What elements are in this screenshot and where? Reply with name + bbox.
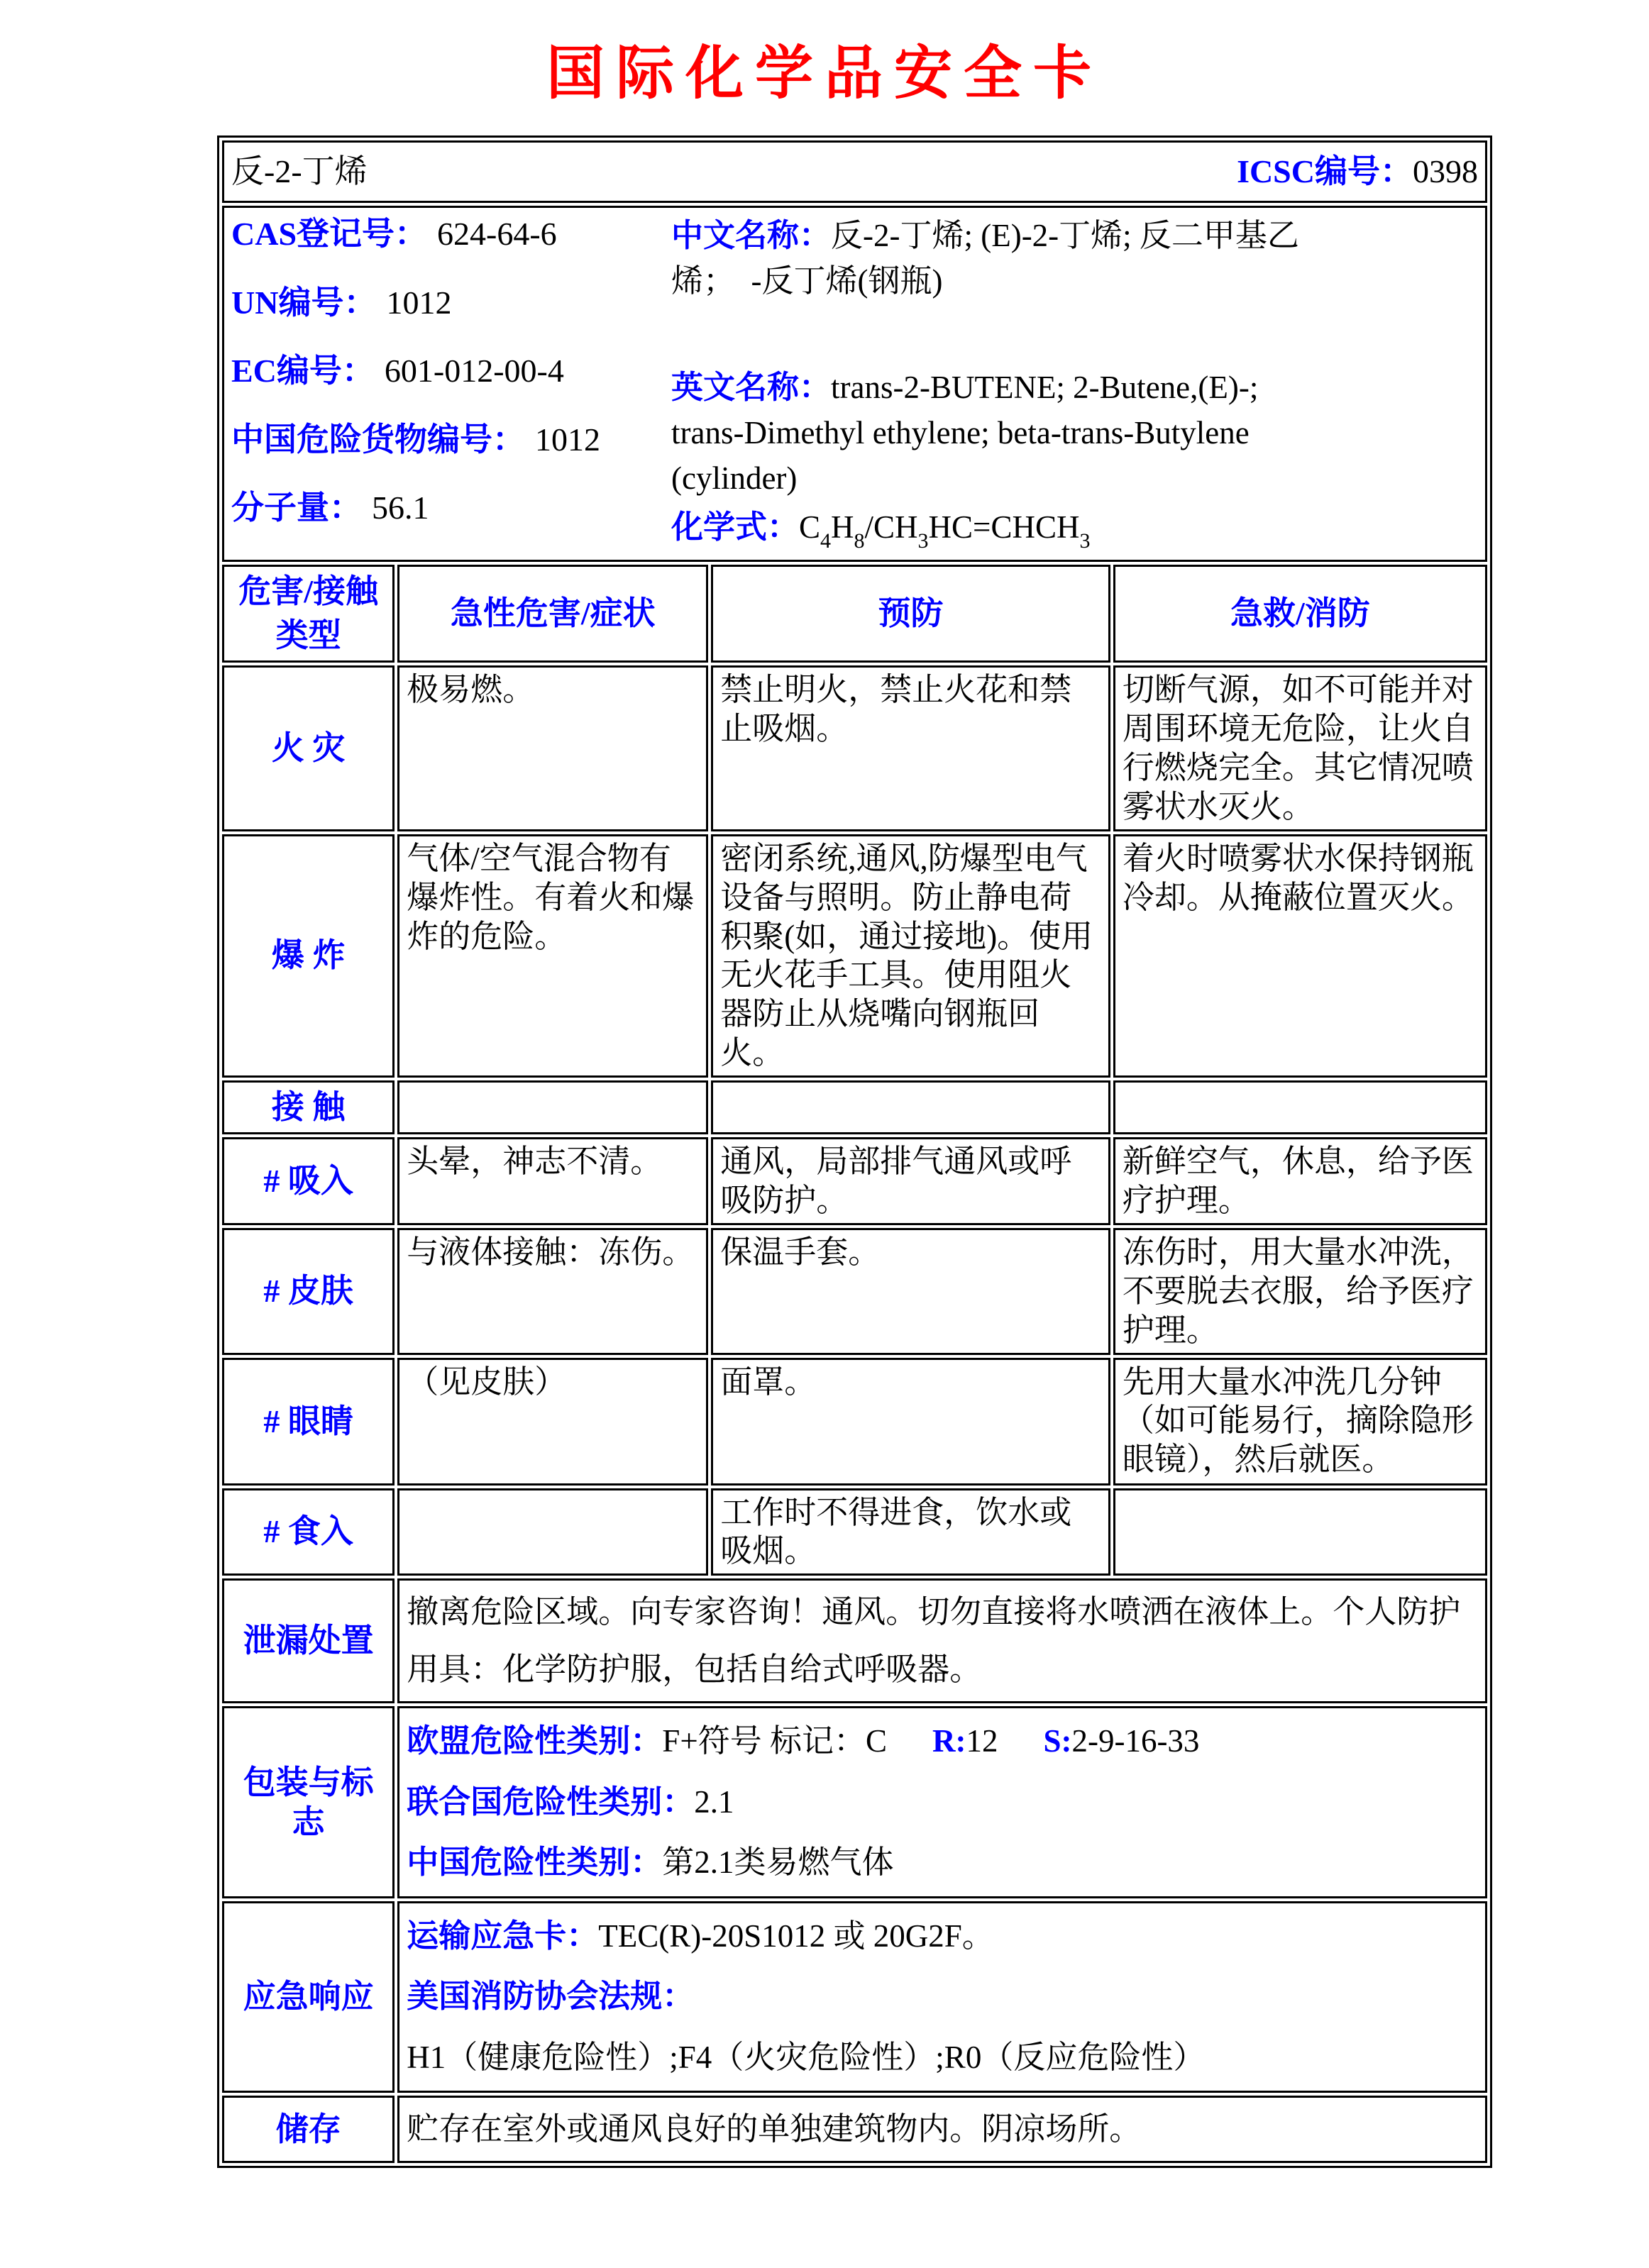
section-label-emergency: 应急响应: [222, 1901, 395, 2093]
chinese-name: [671, 214, 1478, 304]
english-name-line2: trans-Dimethyl ethylene; beta-trans-Butylene: [671, 414, 1250, 450]
un-hazard-class-line: [407, 1772, 1478, 1833]
safety-card-table: [217, 135, 1492, 2168]
icsc-number-value: 0398: [1413, 153, 1478, 189]
english-name-line1: trans-2-BUTENE; 2-Butene,(E)-;: [831, 369, 1259, 405]
un-hazard-class-value: 2.1: [694, 1783, 734, 1820]
hazard-row-fire: [222, 665, 1487, 831]
ingestion-symptoms: [397, 1488, 708, 1576]
col-header-prevention: 预防: [711, 565, 1110, 663]
row-label-skin: # 皮肤: [222, 1228, 395, 1355]
row-label-ingestion: # 食入: [222, 1488, 395, 1576]
china-dg-number-value: 1012: [535, 421, 600, 458]
un-number-value: 1012: [386, 284, 452, 321]
names-block: [671, 211, 1478, 557]
spillage-text: 撤离危险区域。向专家咨询！通风。切勿直接将水喷洒在液体上。个人防护用具：化学防护服，包括自给式呼吸器。: [397, 1578, 1487, 1703]
hazard-row-eyes: [222, 1358, 1487, 1486]
identity-row: [222, 206, 1487, 562]
section-emergency-row: [222, 1901, 1487, 2093]
r-phrases-label: R:: [932, 1723, 966, 1759]
cas-number-value: 624-64-6: [437, 216, 557, 252]
english-name: [671, 365, 1478, 502]
identity-cell: [222, 206, 1487, 562]
molecular-weight-line: [231, 487, 671, 529]
section-label-packaging: 包装与标志: [222, 1706, 395, 1898]
page-title: 国际化学品安全卡: [546, 41, 1103, 106]
eu-hazard-class-value: F+符号 标记：C: [662, 1723, 887, 1759]
chinese-name-line2: 烯； -反丁烯(钢瓶): [671, 262, 943, 299]
china-dg-number-label: 中国危险货物编号：: [231, 421, 525, 458]
eyes-prevention: 面罩。: [711, 1358, 1110, 1486]
registry-list: [231, 211, 671, 557]
section-spillage-row: [222, 1578, 1487, 1703]
china-hazard-class-line: [407, 1832, 1478, 1893]
s-phrases-value: 2-9-16-33: [1071, 1723, 1200, 1759]
row-label-contact: 接 触: [222, 1080, 395, 1134]
skin-prevention: 保温手套。: [711, 1228, 1110, 1355]
cas-number-label: CAS登记号：: [231, 216, 428, 252]
china-hazard-class-label: 中国危险性类别：: [407, 1844, 663, 1881]
chinese-name-label: 中文名称：: [671, 218, 832, 253]
un-hazard-class-label: 联合国危险性类别：: [407, 1783, 695, 1820]
storage-text: 贮存在室外或通风良好的单独建筑物内。阴凉场所。: [397, 2096, 1487, 2163]
ec-number-value: 601-012-00-4: [384, 353, 564, 389]
nfpa-code-line: [407, 1966, 1478, 2088]
cas-number-line: [231, 214, 671, 255]
contact-prevention: [711, 1080, 1110, 1134]
inhalation-prevention: 通风，局部排气通风或呼吸防护。: [711, 1137, 1110, 1225]
row-label-inhalation: # 吸入: [222, 1137, 395, 1225]
substance-name: 反-2-丁烯: [231, 153, 368, 189]
packaging-content: [397, 1706, 1487, 1898]
chemical-formula: [671, 505, 1478, 557]
contact-symptoms: [397, 1080, 708, 1134]
section-storage-row: [222, 2096, 1487, 2163]
ec-number-line: [231, 350, 671, 392]
icsc-number-label: ICSC编号：: [1237, 153, 1413, 189]
emergency-content: [397, 1901, 1487, 2093]
explosion-symptoms: 气体/空气混合物有爆炸性。有着火和爆炸的危险。: [397, 834, 708, 1078]
un-number-line: [231, 282, 671, 323]
nfpa-code-value: H1（健康危险性）;F4（火灾危险性）;R0（反应危险性）: [407, 2039, 1206, 2075]
section-label-spillage: 泄漏处置: [222, 1578, 395, 1703]
hazard-row-ingestion: [222, 1488, 1487, 1576]
explosion-firstaid: 着火时喷雾状水保持钢瓶冷却。从掩蔽位置灭火。: [1113, 834, 1487, 1078]
transport-emergency-card-label: 运输应急卡：: [407, 1918, 599, 1954]
card-header-row: [222, 140, 1487, 203]
hazard-row-skin: [222, 1228, 1487, 1355]
china-dg-number-line: [231, 419, 671, 460]
transport-emergency-card-line: [407, 1906, 1478, 1967]
molecular-weight-label: 分子量：: [231, 489, 362, 526]
ingestion-prevention: 工作时不得进食，饮水或吸烟。: [711, 1488, 1110, 1576]
row-label-eyes: # 眼睛: [222, 1358, 395, 1486]
eu-hazard-class-line: [407, 1711, 1478, 1772]
fire-symptoms: 极易燃。: [397, 665, 708, 831]
card-header-cell: [222, 140, 1487, 203]
nfpa-code-label: 美国消防协会法规：: [407, 1979, 695, 2015]
transport-emergency-card-value: TEC(R)-20S1012 或 20G2F。: [598, 1918, 994, 1954]
s-phrases-label: S:: [1043, 1723, 1072, 1759]
english-name-label: 英文名称：: [671, 369, 832, 405]
eyes-firstaid: 先用大量水冲洗几分钟（如可能易行，摘除隐形眼镜），然后就医。: [1113, 1358, 1487, 1486]
inhalation-symptoms: 头晕，神志不清。: [397, 1137, 708, 1225]
chemical-formula-label: 化学式：: [671, 509, 800, 546]
chinese-name-line1: 反-2-丁烯; (E)-2-丁烯; 反二甲基乙: [831, 218, 1299, 253]
un-number-label: UN编号：: [231, 284, 377, 321]
ingestion-firstaid: [1113, 1488, 1487, 1576]
hazard-row-contact: [222, 1080, 1487, 1134]
china-hazard-class-value: 第2.1类易燃气体: [662, 1844, 894, 1881]
skin-symptoms: 与液体接触：冻伤。: [397, 1228, 708, 1355]
col-header-symptoms: 急性危害/症状: [397, 565, 708, 663]
hazard-row-inhalation: [222, 1137, 1487, 1225]
molecular-weight-value: 56.1: [372, 489, 429, 526]
r-phrases-value: 12: [966, 1723, 998, 1759]
inhalation-firstaid: 新鲜空气，休息，给予医疗护理。: [1113, 1137, 1487, 1225]
section-packaging-row: [222, 1706, 1487, 1898]
row-label-explosion: 爆 炸: [222, 834, 395, 1078]
fire-prevention: 禁止明火，禁止火花和禁止吸烟。: [711, 665, 1110, 831]
contact-firstaid: [1113, 1080, 1487, 1134]
col-header-hazard-type: 危害/接触类型: [222, 565, 395, 663]
chemical-formula-value: $C_4H_8/CH_3HC=CHCH_3$: [799, 509, 1091, 553]
ec-number-label: EC编号：: [231, 353, 375, 389]
english-name-line3: (cylinder): [671, 460, 798, 496]
skin-firstaid: 冻伤时，用大量水冲洗，不要脱去衣服，给予医疗护理。: [1113, 1228, 1487, 1355]
hazard-row-explosion: [222, 834, 1487, 1078]
explosion-prevention: 密闭系统,通风,防爆型电气设备与照明。防止静电荷积聚(如，通过接地)。使用无火花手工具。使用阻火器防止从烧嘴向钢瓶回火。: [711, 834, 1110, 1078]
eu-hazard-class-label: 欧盟危险性类别：: [407, 1723, 663, 1759]
icsc-number: [1237, 152, 1478, 192]
row-label-fire: 火 灾: [222, 665, 395, 831]
eyes-symptoms: （见皮肤）: [397, 1358, 708, 1486]
section-label-storage: 储存: [222, 2096, 395, 2163]
col-header-firstaid: 急救/消防: [1113, 565, 1487, 663]
fire-firstaid: 切断气源，如不可能并对周围环境无危险，让火自行燃烧完全。其它情况喷雾状水灭火。: [1113, 665, 1487, 831]
hazard-table-header-row: [222, 565, 1487, 663]
